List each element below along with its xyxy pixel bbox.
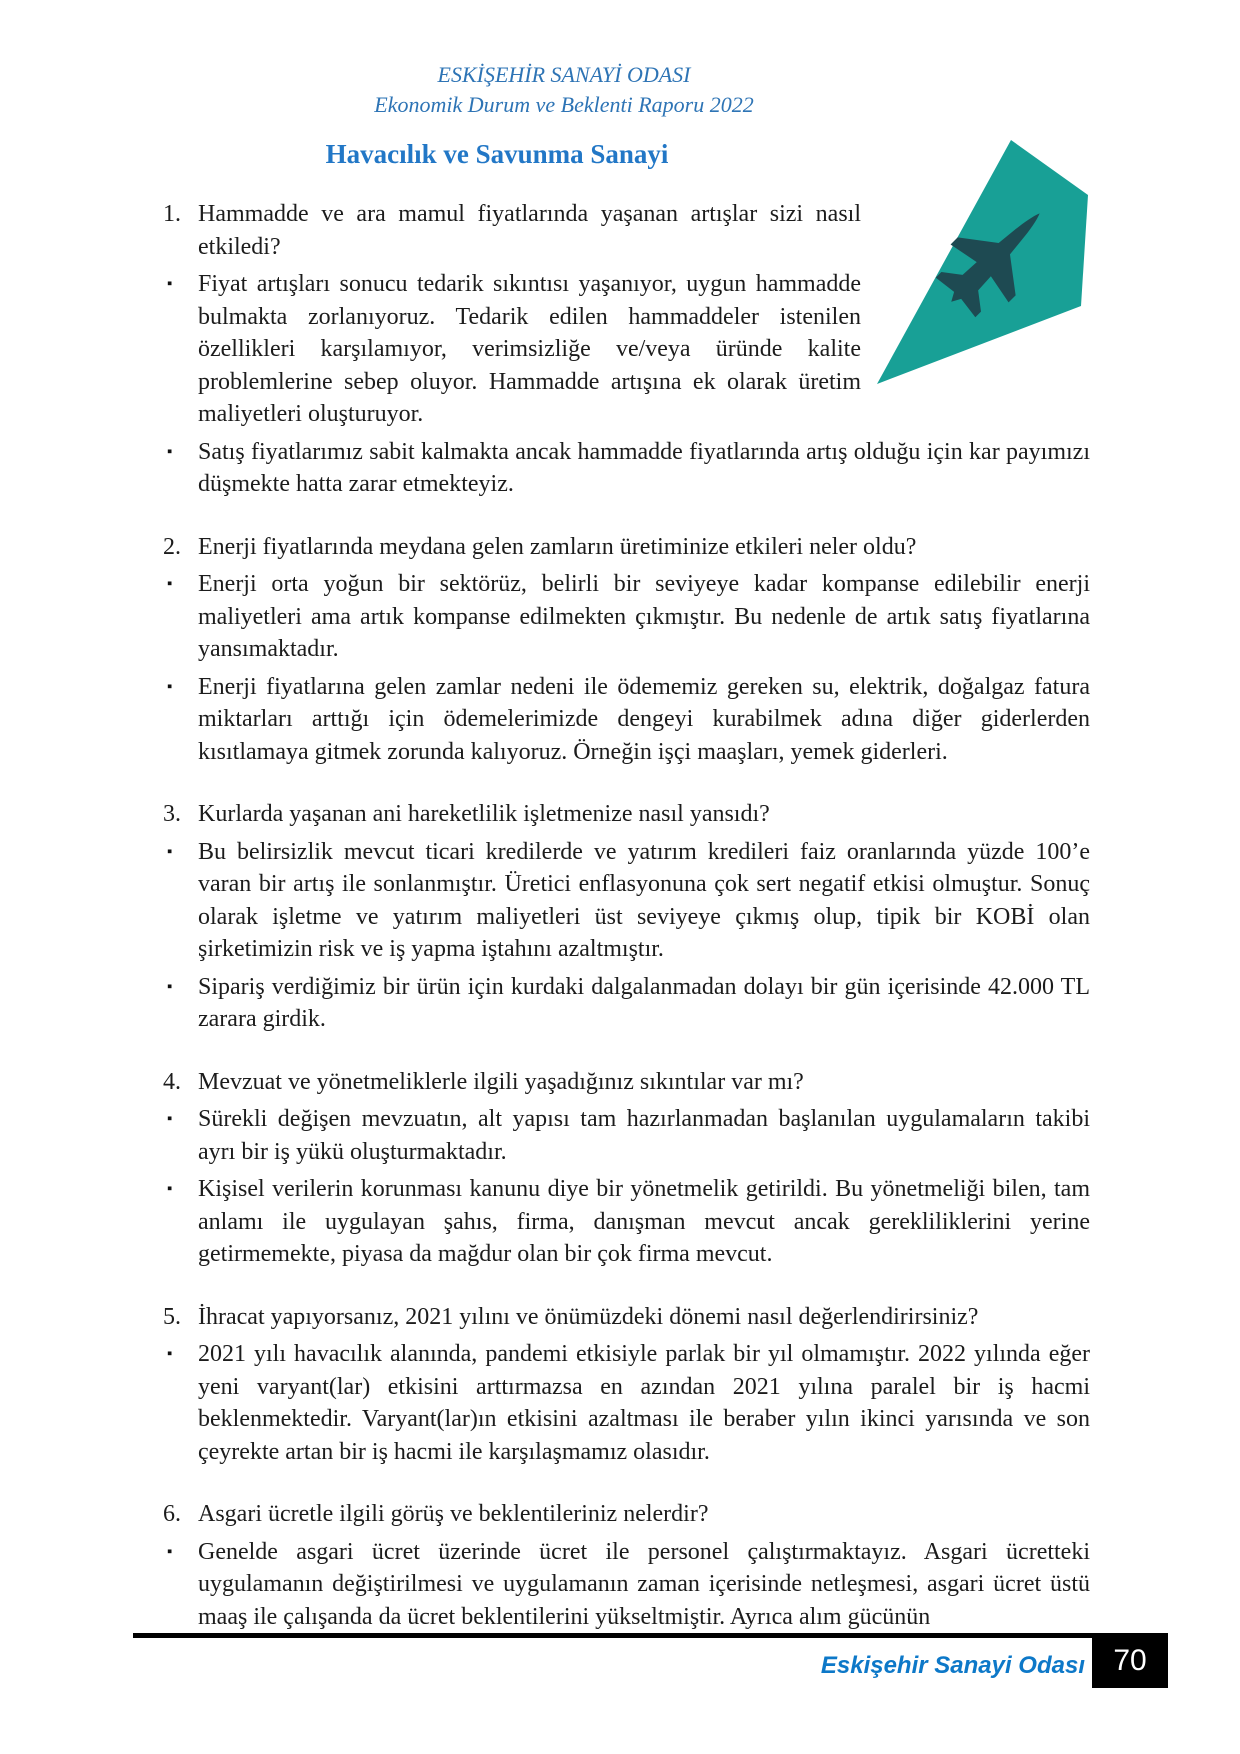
question-row: [163, 1498, 1090, 1531]
fighter-jet-graphic: [875, 138, 1090, 386]
answer-text: 2021 yılı havacılık alanında, pandemi etkisiyle parlak bir yıl olmamıştır. 2022 yılında eğer yeni varyant(lar) etkisini arttırmazsa en azından 2021 yılına paralel bir iş hacmi beklenmektedir. Varyant(lar)ın etkisini azaltması ile beraber yılın ikinci yarısında ve son çeyrekte artan bir iş hacmi ile karşılaşmamız olasıdır.: [198, 1341, 1090, 1465]
page-number-badge: 70: [1092, 1633, 1168, 1688]
answer-text: Genelde asgari ücret üzerinde ücret ile personel çalıştırmaktayız. Asgari ücretteki uygulamanın değiştirilmesi ve uygulamanın zaman içerisinde netleşmesi, asgari ücret üstü maaş ile çalışanda da ücret beklentilerini yükseltmiştir. Ayrıca alım gücünün: [198, 1538, 1090, 1630]
answer-row: [163, 971, 1090, 1036]
bullet-square-icon: ▪: [167, 1111, 173, 1127]
answer-row: [163, 268, 861, 431]
report-subtitle: Ekonomik Durum ve Beklenti Raporu 2022: [374, 92, 754, 117]
question-text: Asgari ücretle ilgili görüş ve beklentileriniz nelerdir?: [198, 1501, 709, 1527]
answer-row: [163, 436, 1090, 501]
question-block-4: [133, 1066, 1090, 1271]
document-body: [133, 136, 1090, 1633]
footer-divider: [133, 1633, 1100, 1638]
answer-text: Enerji orta yoğun bir sektörüz, belirli bir seviyeye kadar kompanse edilebilir enerji maliyetleri ama artık kompanse edilmekten çıkmıştır. Bu nedenle de artık satış fiyatlarına yansımaktadır.: [198, 571, 1090, 662]
answer-row: [163, 1338, 1090, 1468]
question-block-5: [133, 1301, 1090, 1469]
bullet-square-icon: ▪: [167, 1346, 173, 1362]
question-number: 2.: [163, 533, 181, 560]
answer-text: Fiyat artışları sonucu tedarik sıkıntısı yaşanıyor, uygun hammadde bulmakta zorlanıyoruz. Tedarik edilen hammaddeler istenilen özellikleri karşılamıyor, verimsizliğe ve/veya üründe kalite problemlerine sebep oluyor. Hammadde artışına ek olarak üretim maliyetleri oluşturuyor.: [198, 271, 861, 427]
answer-row: [163, 568, 1090, 666]
question-text: Mevzuat ve yönetmeliklerle ilgili yaşadığınız sıkıntılar var mı?: [198, 1068, 804, 1095]
page-title: Havacılık ve Savunma Sanayi: [325, 139, 669, 169]
question-row: [163, 198, 861, 263]
answer-text: Satış fiyatlarımız sabit kalmakta ancak hammadde fiyatlarında artış olduğu için kar payımızı düşmekte hatta zarar etmekteyiz.: [198, 438, 1090, 497]
document-header: [0, 0, 1240, 120]
bullet-square-icon: ▪: [167, 276, 173, 292]
answer-text: Sürekli değişen mevzuatın, alt yapısı tam hazırlanmadan başlanılan uygulamaların takibi ayrı bir iş yükü oluşturmaktadır.: [198, 1106, 1090, 1165]
question-block-6: [133, 1498, 1090, 1633]
answer-row: [163, 836, 1090, 966]
answer-row: [163, 1103, 1090, 1168]
answer-row: [163, 1173, 1090, 1271]
answer-row: [163, 671, 1090, 769]
answer-text: Sipariş verdiğimiz bir ürün için kurdaki dalgalanmadan dolayı bir gün içerisinde 42.000 TL zarara girdik.: [198, 973, 1090, 1032]
bullet-square-icon: ▪: [167, 576, 173, 592]
question-number: 4.: [163, 1068, 181, 1095]
answer-text: Kişisel verilerin korunması kanunu diye bir yönetmelik getirildi. Bu yönetmeliği bilen, tam anlamı ile uygulayan şahıs, firma, danışman mevcut ancak gerekliliklerini yerine getirmemekte, piyasa da mağdur olan bir çok firma mevcut.: [198, 1176, 1090, 1267]
question-row: [163, 1301, 1090, 1334]
question-text: Enerji fiyatlarında meydana gelen zamların üretiminize etkileri neler oldu?: [198, 533, 917, 560]
question-block-2: [133, 531, 1090, 769]
question-row: [163, 1066, 1090, 1099]
bullet-square-icon: ▪: [167, 978, 173, 995]
question-text: Hammadde ve ara mamul fiyatlarında yaşanan artışlar sizi nasıl etkiledi?: [198, 201, 861, 260]
question-row: [163, 798, 1090, 831]
footer-org-name: Eskişehir Sanayi Odası: [820, 1652, 1085, 1679]
question-number: 1.: [163, 201, 181, 227]
org-title: ESKİŞEHİR SANAYİ ODASI: [437, 62, 691, 87]
bullet-square-icon: ▪: [167, 678, 173, 695]
bullet-square-icon: ▪: [167, 1181, 173, 1197]
question-number: 6.: [163, 1501, 181, 1527]
answer-text: Bu belirsizlik mevcut ticari kredilerde ve yatırım kredileri faiz oranlarında yüzde 100’e varan bir artış ile sonlanmıştır. Üretici enflasyonuna çok sert negatif etkisi olmuştur. Sonuç olarak işletme ve yatırım maliyetleri üst seviyeye çıkmış olup, tipik bir KOBİ olan şirketimizin risk ve iş yapma iştahını azaltmıştır.: [198, 838, 1090, 962]
bullet-square-icon: ▪: [167, 443, 173, 460]
question-number: 3.: [163, 801, 181, 827]
bullet-square-icon: ▪: [167, 843, 173, 860]
question-text: İhracat yapıyorsanız, 2021 yılını ve önümüzdeki dönemi nasıl değerlendirirsiniz?: [198, 1303, 979, 1330]
question-text: Kurlarda yaşanan ani hareketlilik işletmenize nasıl yansıdı?: [198, 801, 770, 827]
bullet-square-icon: ▪: [167, 1543, 173, 1560]
answer-text: Enerji fiyatlarına gelen zamlar nedeni ile ödememiz gereken su, elektrik, doğalgaz fatura miktarları arttığı için ödemelerimizde dengeyi kurabilmek adına diğer giderlerden kısıtlamaya gitmek zorunda kalıyoruz. Örneğin işçi maaşları, yemek giderleri.: [198, 673, 1090, 765]
question-block-3: [133, 798, 1090, 1036]
question-row: [163, 531, 1090, 564]
question-number: 5.: [163, 1303, 181, 1330]
answer-row: [163, 1536, 1090, 1634]
